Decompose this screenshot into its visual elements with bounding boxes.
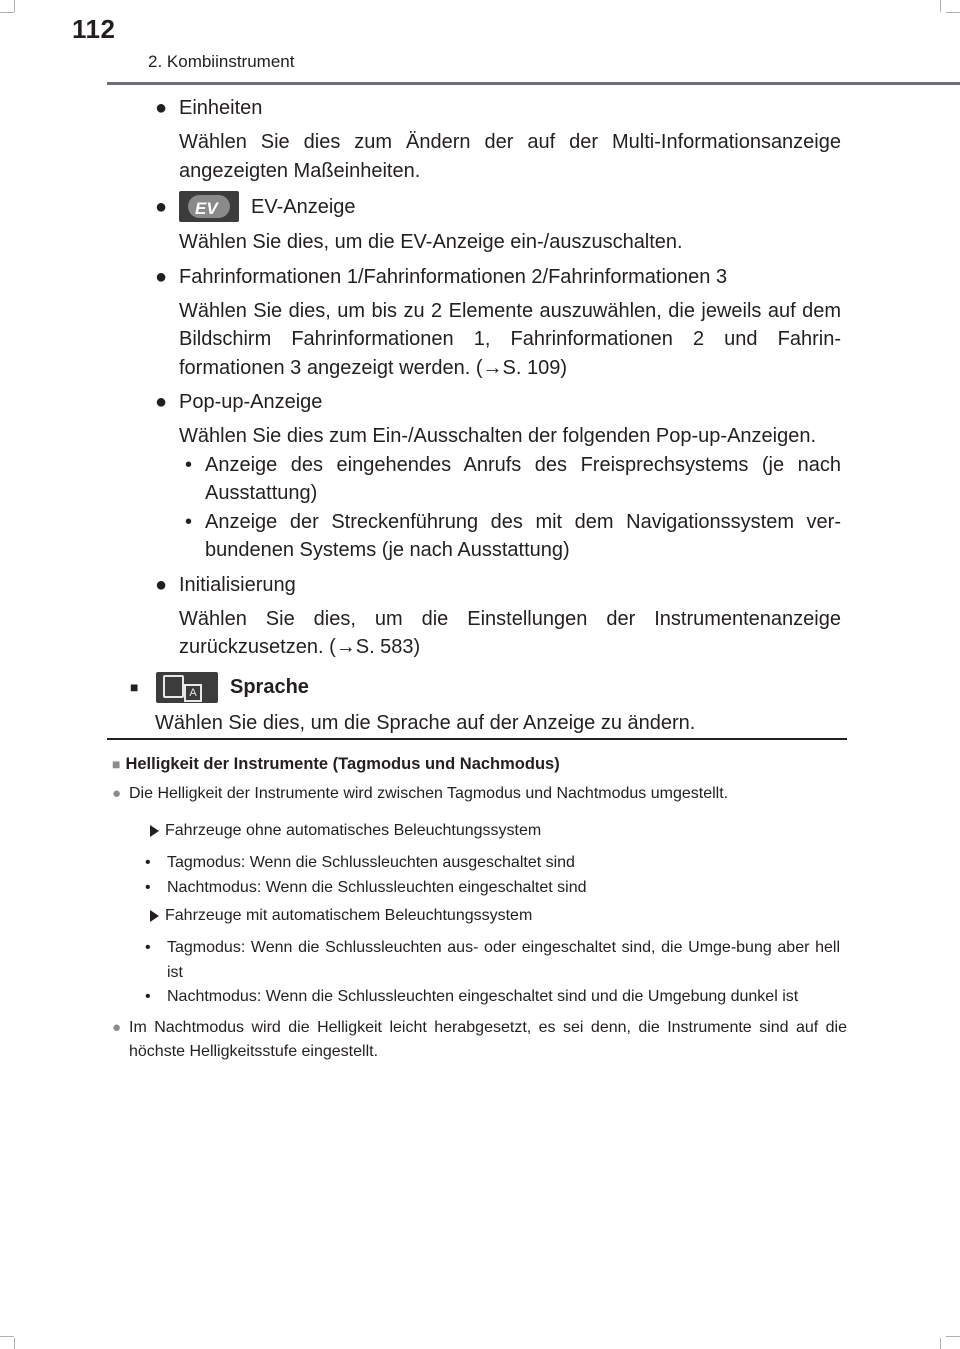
condition-text: Fahrzeuge mit automatischem Beleuchtungssystem [165,907,533,924]
condition-text: Fahrzeuge ohne automatisches Beleuchtungssystem [165,822,542,839]
sub-bullet: • [185,510,193,533]
item-description: Wählen Sie dies, um die Sprache auf der Anzeige zu ändern. [155,711,696,734]
bullet: ● [112,785,122,802]
item-label: Sprache [230,676,309,698]
list-item [179,508,841,565]
item-description: Wählen Sie dies, um die Einstellungen der Instrumentenanzeige zurückzusetzen. (→S. 583) [179,607,841,658]
bullet: ● [112,1018,122,1036]
note-point-text: Im Nachtmodus wird die Helligkeit leicht herabgesetzt, es sei denn, die Instrumente sind auf die höchste Helligkeitsstufe eingestellt. [129,1018,847,1060]
item-initialisierung [155,571,841,599]
section-divider [107,738,847,740]
list-item-text: Anzeige des eingehendes Anrufs des Freisprechsystems (je nach Ausstattung) [205,453,841,504]
list-item-text: Tagmodus: Wenn die Schlussleuchten ausgeschaltet sind [167,854,575,871]
popup-sublist [179,451,841,565]
sub-bullet: • [145,878,151,896]
condition-heading [150,819,847,843]
note-point [112,782,847,806]
crop-mark [946,12,960,13]
note-heading-text: Helligkeit der Instrumente (Tagmodus und Nachmodus) [125,755,560,773]
item-label: Einheiten [179,97,263,119]
condition-list [112,851,847,900]
section-title: 2. Kombiinstrument [148,52,295,71]
item-sprache [130,672,841,703]
ev-icon [179,191,239,222]
ev-icon-text: EV [195,199,218,218]
item-label: EV-Anzeige [251,195,356,218]
crop-mark [946,1336,960,1337]
bullet: ● [155,97,168,119]
settings-list [130,94,841,737]
list-item [112,985,840,1010]
item-label: Fahrinformationen 1/Fahrinformationen 2/Fahrinformationen 3 [179,265,728,288]
sub-bullet: • [185,453,193,476]
triangle-icon [150,910,159,922]
item-description: Wählen Sie dies, um die EV-Anzeige ein-/auszuschalten. [179,231,683,253]
list-item [112,851,847,876]
item-description: Wählen Sie dies, um bis zu 2 Elemente auszuwählen, die jeweils auf dem Bildschirm Fahrinformationen 1, Fahrinformationen 2 und Fahrin-formationen 3 angezeigt werden. (→S. 109) [179,299,841,379]
bullet: ● [155,391,168,413]
list-item-text: Nachtmodus: Wenn die Schlussleuchten eingeschaltet sind [167,878,587,896]
page-number: 112 [72,14,116,44]
note-point [112,1016,847,1064]
condition-list [112,936,840,1010]
sub-bullet: • [145,988,151,1005]
item-fahrinformationen [155,263,841,291]
list-item [112,936,840,985]
note-heading [112,752,847,776]
header-rule [107,82,960,85]
list-item-text: Anzeige der Streckenführung des mit dem Navigationssystem ver-bundenen Systems (je nach Ausstattung) [205,510,841,561]
list-item [179,451,841,508]
item-popup-anzeige [155,388,841,416]
note-point-text: Die Helligkeit der Instrumente wird zwischen Tagmodus und Nachtmodus umgestellt. [129,785,729,802]
brightness-note [112,752,847,1064]
item-description: Wählen Sie dies zum Ein-/Ausschalten der folgenden Pop-up-Anzeigen. [179,425,817,447]
language-icon-doc [163,675,184,698]
sub-bullet: • [145,854,151,871]
square-bullet: ■ [130,679,139,695]
square-bullet: ■ [112,756,121,772]
crop-mark [0,1336,14,1337]
condition-heading [150,904,847,928]
item-label: Pop-up-Anzeige [179,391,323,413]
crop-mark [940,1338,941,1349]
triangle-icon [150,825,159,837]
language-icon-letter: A [184,684,202,702]
item-ev-anzeige [155,191,841,222]
sub-bullet: • [145,939,151,956]
crop-mark [14,1338,15,1349]
item-label: Initialisierung [179,573,296,596]
item-description: Wählen Sie dies zum Ändern der auf der Multi-Informationsanzeige angezeigten Maßeinheiten. [179,131,841,182]
bullet: ● [155,265,168,288]
bullet: ● [155,195,168,218]
list-item [112,876,847,901]
crop-mark [0,12,14,13]
list-item-text: Nachtmodus: Wenn die Schlussleuchten eingeschaltet sind und die Umgebung dunkel ist [167,988,799,1005]
language-icon [156,672,218,703]
item-einheiten [155,94,841,122]
crop-mark [940,0,941,12]
bullet: ● [155,573,168,596]
crop-mark [14,0,15,12]
list-item-text: Tagmodus: Wenn die Schlussleuchten aus- oder eingeschaltet sind, die Umge-bung aber hell ist [167,939,840,981]
